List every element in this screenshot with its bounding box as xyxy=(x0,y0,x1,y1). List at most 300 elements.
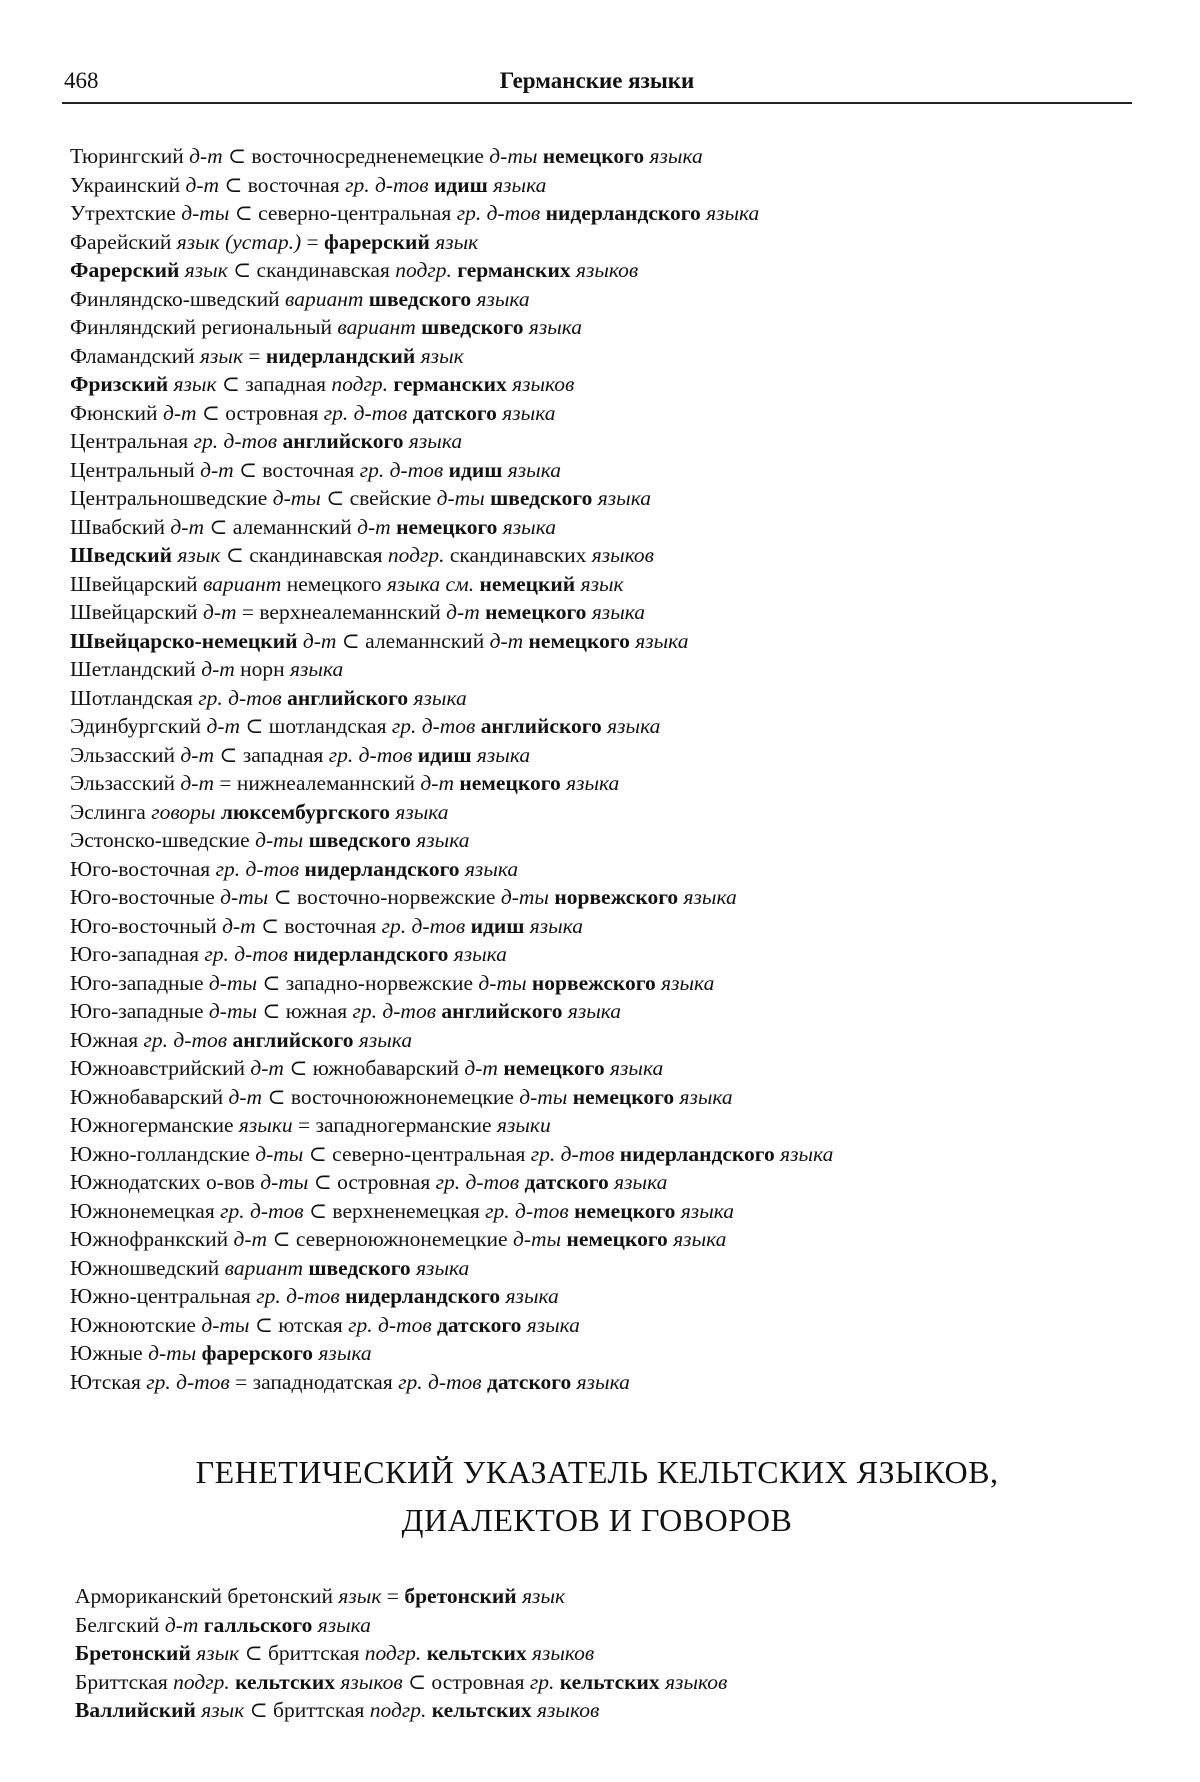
entry-text: язык xyxy=(435,229,479,254)
entry-text: Ютская xyxy=(70,1369,147,1394)
entry-text: ⊂ восточная xyxy=(219,172,346,197)
entry-text: Центральная xyxy=(70,429,194,453)
entry-text: Эдинбургский xyxy=(70,714,207,738)
entry-text: немецкого xyxy=(503,1056,605,1080)
entry-text: языков xyxy=(531,1641,595,1665)
entry-text: кельтских xyxy=(426,1641,527,1665)
entry-text: Эльзасский xyxy=(70,771,181,795)
entry-text: гр. д-тов xyxy=(143,1027,228,1052)
index-entry xyxy=(70,769,1130,798)
index-entry xyxy=(75,1639,1135,1668)
entry-text: языка xyxy=(416,828,470,852)
entry-text: ⊂ восточно-норвежские xyxy=(268,885,501,909)
entry-text: д-т xyxy=(206,714,240,738)
entry-text: вариант xyxy=(285,286,364,311)
entry-text: д-т xyxy=(185,172,220,197)
entry-text: Швабский xyxy=(70,514,171,539)
entry-text: датского xyxy=(487,1369,572,1394)
entry-text: д-ты xyxy=(220,885,269,909)
entry-text: ⊂ скандинавская xyxy=(227,258,396,282)
index-entry xyxy=(70,342,1130,371)
index-entry xyxy=(70,826,1130,855)
index-entry xyxy=(70,1225,1130,1254)
index-entry xyxy=(70,427,1130,456)
entry-text: Южногерманские xyxy=(70,1113,239,1137)
index-entry xyxy=(70,883,1130,912)
entry-text: языка xyxy=(706,201,760,225)
entry-text: язык xyxy=(177,543,221,567)
entry-text: гр. д-тов xyxy=(398,1369,482,1394)
entry-text: д-т xyxy=(228,1084,263,1109)
entry-text: норвежского xyxy=(554,885,679,909)
index-entry xyxy=(70,1083,1130,1112)
index-entry xyxy=(70,912,1130,941)
entry-text: Южнофранкский xyxy=(70,1227,234,1251)
index-entry xyxy=(70,199,1130,228)
entry-text: Юго-западные xyxy=(70,999,209,1023)
index-entry xyxy=(70,712,1130,741)
index-entry xyxy=(70,997,1130,1026)
entry-text: ⊂ южнобаварский xyxy=(283,1056,465,1080)
entry-text: языки xyxy=(496,1113,551,1137)
entry-text: ⊂ скандинавская xyxy=(220,543,388,567)
entry-text: д-т xyxy=(250,1056,284,1080)
entry-text: ⊂ восточноюжнонемецкие xyxy=(262,1084,520,1109)
index-entry xyxy=(70,1311,1130,1340)
index-entry xyxy=(70,969,1130,998)
entry-text: языка xyxy=(453,942,507,966)
entry-text: нидерландского xyxy=(545,201,701,225)
entry-text: языки xyxy=(238,1113,293,1137)
entry-text: Эслинга xyxy=(70,799,152,824)
entry-text: языка xyxy=(597,486,651,510)
entry-text: д-т xyxy=(233,1227,268,1251)
entry-text: Швейцарско-немецкий xyxy=(70,628,298,653)
entry-text: Южноавстрийский xyxy=(70,1056,251,1080)
entry-text: гр. д-тов xyxy=(381,913,466,938)
entry-text: д-ты xyxy=(500,885,549,909)
entry-text: д-т xyxy=(464,1056,498,1080)
entry-text: немецкий xyxy=(479,571,576,596)
entry-text: Фарейский xyxy=(70,229,177,254)
entry-text: языка xyxy=(476,742,531,767)
celtic-index-entries-list xyxy=(75,1582,1135,1725)
entry-text: вариант xyxy=(224,1255,304,1280)
entry-text: гр. д-тов xyxy=(352,999,437,1023)
entry-text: датского xyxy=(437,1312,522,1337)
entry-text: языка xyxy=(635,628,689,653)
entry-text: языка xyxy=(502,400,556,425)
entry-text: английского xyxy=(480,714,602,738)
entry-text: = xyxy=(381,1584,405,1608)
entry-text: Юго-восточная xyxy=(70,856,216,881)
index-entry xyxy=(70,228,1130,257)
entry-text: языка xyxy=(416,1255,470,1280)
index-entry xyxy=(70,598,1130,627)
index-entries-list xyxy=(70,142,1130,1396)
entry-text: нидерландского xyxy=(304,856,460,881)
entry-text: языков xyxy=(665,1669,728,1694)
entry-text: Южная xyxy=(70,1027,144,1052)
entry-text: английского xyxy=(282,429,404,453)
entry-text: шведского xyxy=(308,1255,411,1280)
index-entry xyxy=(70,142,1130,171)
index-entry xyxy=(75,1611,1135,1640)
entry-text: Шведский xyxy=(70,543,173,567)
entry-text: гр. д-тов xyxy=(204,942,288,966)
entry-text: д-т xyxy=(222,913,256,938)
entry-text: нидерландского xyxy=(293,942,449,966)
entry-text: гр. д-тов xyxy=(456,201,541,225)
entry-text: гр. д-тов xyxy=(193,429,278,453)
entry-text: шведского xyxy=(490,486,593,510)
entry-text: Финляндско-шведский xyxy=(70,286,286,311)
entry-text: Южно-голландские xyxy=(70,1141,256,1166)
entry-text: д-ты xyxy=(478,970,527,995)
index-entry xyxy=(70,1368,1130,1397)
entry-text: Фарерский xyxy=(70,258,180,282)
entry-text: Тюрингский xyxy=(70,144,190,168)
entry-text: д-т xyxy=(420,771,454,795)
entry-text: д-ты xyxy=(489,144,538,168)
entry-text: подгр. xyxy=(364,1641,422,1665)
entry-text: Эстонско-шведские xyxy=(70,828,256,852)
entry-text: нидерландского xyxy=(345,1284,501,1308)
index-entry xyxy=(70,1282,1130,1311)
entry-text: д-т xyxy=(170,514,204,539)
entry-text: язык xyxy=(338,1584,382,1608)
entry-text: д-ты xyxy=(512,1227,562,1251)
page-number: 468 xyxy=(64,68,99,93)
entry-text: д-ты xyxy=(148,1341,197,1365)
entry-text: языков xyxy=(591,543,655,567)
index-entry xyxy=(70,1339,1130,1368)
entry-text: языка xyxy=(576,1369,630,1394)
index-entry xyxy=(70,456,1130,485)
entry-text: = верхнеалеманнский xyxy=(236,600,447,624)
entry-text: язык xyxy=(196,1641,240,1665)
entry-text: немецкого xyxy=(485,600,587,624)
entry-text: ⊂ островная xyxy=(402,1669,530,1694)
index-entry xyxy=(70,171,1130,200)
entry-text: немецкого xyxy=(459,771,561,795)
entry-text: гр. д-тов xyxy=(146,1369,230,1394)
entry-text: = xyxy=(243,343,266,368)
index-entry xyxy=(70,484,1130,513)
entry-text: идиш xyxy=(417,742,472,767)
entry-text: гр. xyxy=(529,1669,555,1694)
index-entry xyxy=(70,313,1130,342)
entry-text: датского xyxy=(524,1170,609,1194)
entry-text: языка xyxy=(661,970,715,995)
entry-text: языков xyxy=(512,372,575,396)
entry-text: датского xyxy=(412,400,497,425)
entry-text: гр. д-тов xyxy=(323,400,408,425)
entry-text: английского xyxy=(287,685,409,710)
entry-text: фарерский xyxy=(324,229,430,254)
entry-text: языка xyxy=(507,457,562,482)
entry-text: Юго-западные xyxy=(70,970,209,995)
entry-text: язык xyxy=(580,571,624,596)
entry-text: фарерского xyxy=(201,1341,314,1365)
running-title: Германские языки xyxy=(499,68,695,93)
entry-text: языка xyxy=(607,714,661,738)
entry-text: идиш xyxy=(470,913,525,938)
entry-text: д-т xyxy=(200,457,234,482)
entry-text: = западнодатская xyxy=(229,1369,399,1394)
section-heading-line: ДИАЛЕКТОВ И ГОВОРОВ xyxy=(401,1502,793,1538)
index-entry xyxy=(75,1668,1135,1697)
entry-text: немецкого xyxy=(528,628,630,653)
entry-text: д-т xyxy=(180,771,214,795)
section-heading xyxy=(62,1448,1132,1544)
entry-text: гр. д-тов xyxy=(256,1284,340,1308)
index-entry xyxy=(70,627,1130,656)
index-entry xyxy=(70,1111,1130,1140)
entry-text: языков xyxy=(575,258,639,282)
entry-text: языка xyxy=(780,1141,834,1166)
entry-text: языка xyxy=(505,1284,559,1308)
entry-text: немецкого xyxy=(396,514,498,539)
entry-text: = западногерманские xyxy=(292,1113,497,1137)
entry-text: Валлийский xyxy=(75,1698,196,1722)
entry-text: немецкого xyxy=(572,1084,675,1109)
entry-text: подгр. xyxy=(395,258,452,282)
entry-text: ⊂ северно-центральная xyxy=(303,1141,531,1166)
entry-text: гр. д-тов xyxy=(220,1198,304,1223)
entry-text: языка xyxy=(464,856,519,881)
entry-text: норн xyxy=(234,657,291,681)
entry-text: ⊂ южная xyxy=(257,999,353,1023)
entry-text: Юго-восточные xyxy=(70,885,221,909)
entry-text: Южнодатских о-вов xyxy=(70,1170,261,1194)
entry-text: Финляндский региональный xyxy=(70,315,338,339)
entry-text: ⊂ свейские xyxy=(320,486,437,510)
entry-text: Белгский xyxy=(75,1612,165,1637)
index-entry xyxy=(70,1026,1130,1055)
entry-text: гр. д-тов xyxy=(435,1170,520,1194)
entry-text: Эльзасский xyxy=(70,742,181,767)
entry-text: идиш xyxy=(433,172,488,197)
index-entry xyxy=(70,684,1130,713)
entry-text: языка xyxy=(566,771,620,795)
entry-text: норвежского xyxy=(531,970,656,995)
entry-text: гр. д-тов xyxy=(348,1312,432,1337)
entry-text: ⊂ восточная xyxy=(233,457,360,482)
entry-text: нидерландский xyxy=(265,343,416,368)
entry-text: языка xyxy=(413,685,467,710)
entry-text: Швейцарский xyxy=(70,600,203,624)
index-entry xyxy=(70,370,1130,399)
entry-text: языка xyxy=(673,1227,727,1251)
entry-text: языка xyxy=(529,913,583,938)
index-entry xyxy=(70,1140,1130,1169)
entry-text: гр. д-тов xyxy=(328,742,413,767)
entry-text: бретонский xyxy=(404,1584,517,1608)
entry-text: гр. д-тов xyxy=(359,457,444,482)
index-entry xyxy=(70,855,1130,884)
entry-text: языка xyxy=(683,885,737,909)
index-entry xyxy=(70,655,1130,684)
entry-text: д-т xyxy=(162,400,197,425)
entry-text: ⊂ островная xyxy=(196,400,324,425)
entry-text: ⊂ бриттская xyxy=(239,1641,365,1665)
index-entry xyxy=(70,399,1130,428)
entry-text: д-ты xyxy=(260,1170,309,1194)
entry-text: д-ты xyxy=(208,970,258,995)
entry-text: д-т xyxy=(302,628,337,653)
entry-text: Центральношведские xyxy=(70,486,273,510)
entry-text: языка xyxy=(317,1612,371,1637)
index-entry xyxy=(70,1168,1130,1197)
entry-text: ⊂ шотландская xyxy=(240,714,392,738)
entry-text: языка xyxy=(567,999,622,1023)
entry-text: язык xyxy=(420,343,464,368)
entry-text: Фламандский xyxy=(70,343,201,368)
entry-text: Шетландский xyxy=(70,657,202,681)
entry-text: Швейцарский xyxy=(70,571,203,596)
entry-text: ⊂ западная xyxy=(216,372,332,396)
entry-text: Шотландская xyxy=(70,685,199,710)
entry-text: д-т xyxy=(180,742,214,767)
entry-text: языка xyxy=(493,172,547,197)
entry-text: гр. д-тов xyxy=(391,714,476,738)
entry-text: языка xyxy=(679,1084,733,1109)
entry-text: языка xyxy=(610,1056,664,1080)
entry-text: языка xyxy=(680,1198,735,1223)
entry-text: гр. д-тов xyxy=(485,1198,569,1223)
entry-text: германских xyxy=(393,372,507,396)
entry-text: д-т xyxy=(446,600,480,624)
entry-text: Утрехтские xyxy=(70,201,182,225)
entry-text: д-ты xyxy=(519,1084,568,1109)
page-header xyxy=(62,62,1132,102)
entry-text: люксембургского xyxy=(220,799,390,824)
entry-text: Южношведский xyxy=(70,1255,225,1280)
index-entry xyxy=(70,798,1130,827)
index-entry xyxy=(70,741,1130,770)
entry-text: английского xyxy=(441,999,563,1023)
entry-text: кельтских xyxy=(235,1669,336,1694)
entry-text: д-т xyxy=(189,144,223,168)
entry-text: подгр. xyxy=(173,1669,230,1694)
entry-text: языка см. xyxy=(386,571,475,596)
entry-text: языка xyxy=(591,600,646,624)
entry-text: подгр. xyxy=(331,372,388,396)
entry-text: подгр. xyxy=(387,543,445,567)
entry-text: немецкого xyxy=(542,144,645,168)
entry-text: языка xyxy=(528,315,583,339)
entry-text: Южнонемецкая xyxy=(70,1198,221,1223)
entry-text: язык xyxy=(184,258,228,282)
entry-text: д-ты xyxy=(272,486,321,510)
entry-text: языка xyxy=(649,144,703,168)
entry-text: говоры xyxy=(151,799,216,824)
entry-text: Южнобаварский xyxy=(70,1084,229,1109)
entry-text: языка xyxy=(476,286,530,311)
index-entry xyxy=(70,1054,1130,1083)
entry-text: подгр. xyxy=(369,1698,427,1722)
entry-text: ⊂ бриттская xyxy=(244,1698,370,1722)
index-entry xyxy=(70,940,1130,969)
entry-text: Юго-восточный xyxy=(70,913,223,938)
index-entry xyxy=(70,513,1130,542)
entry-text: вариант xyxy=(337,315,416,339)
entry-text: гр. д-тов xyxy=(215,856,300,881)
entry-text: английского xyxy=(232,1027,354,1052)
header-rule xyxy=(62,102,1132,104)
entry-text: язык xyxy=(173,372,217,396)
entry-text: гр. д-тов xyxy=(345,172,429,197)
entry-text: язык xyxy=(201,1698,245,1722)
index-entry xyxy=(70,541,1130,570)
entry-text: д-ты xyxy=(201,1312,250,1337)
entry-text: д-ты xyxy=(255,1141,304,1166)
entry-text: языка xyxy=(526,1312,580,1337)
entry-text: языка xyxy=(614,1170,668,1194)
entry-text: гр. д-тов xyxy=(530,1141,615,1166)
entry-text: Бриттская xyxy=(75,1669,174,1694)
entry-text: гр. д-тов xyxy=(198,685,282,710)
entry-text: язык xyxy=(522,1584,566,1608)
entry-text: Бретонский xyxy=(75,1641,191,1665)
entry-text: немецкого xyxy=(574,1198,676,1223)
entry-text: языка xyxy=(502,514,557,539)
entry-text: немецкого xyxy=(566,1227,668,1251)
entry-text: языка xyxy=(395,799,449,824)
entry-text: языка xyxy=(318,1341,372,1365)
entry-text: ⊂ ютская xyxy=(249,1312,349,1337)
entry-text: д-ты xyxy=(436,486,485,510)
entry-text: д-т xyxy=(164,1612,199,1637)
entry-text: Южно-центральная xyxy=(70,1284,257,1308)
entry-text: язык (устар.) xyxy=(176,229,302,254)
entry-text: языков xyxy=(537,1698,600,1722)
entry-text: кельтских xyxy=(559,1669,660,1694)
entry-text: Центральный xyxy=(70,457,201,482)
index-entry xyxy=(70,1254,1130,1283)
entry-text: языка xyxy=(290,657,344,681)
entry-text: идиш xyxy=(448,457,503,482)
index-entry xyxy=(70,570,1130,599)
entry-text: Южные xyxy=(70,1341,149,1365)
index-entry xyxy=(70,256,1130,285)
index-entry xyxy=(75,1696,1135,1725)
entry-text: нидерландского xyxy=(619,1141,775,1166)
index-entry xyxy=(70,1197,1130,1226)
entry-text: Украинский xyxy=(70,172,186,197)
entry-text: ⊂ северно-центральная xyxy=(229,201,457,225)
entry-text: Южноютские xyxy=(70,1312,202,1337)
index-entry xyxy=(70,285,1130,314)
entry-text: Юго-западная xyxy=(70,942,205,966)
entry-text: ⊂ западно-норвежские xyxy=(257,970,479,995)
entry-text: ⊂ западная xyxy=(213,742,329,767)
entry-text: д-т xyxy=(489,628,524,653)
index-entry xyxy=(75,1582,1135,1611)
entry-text: д-т xyxy=(202,600,237,624)
entry-text: ⊂ верхненемецкая xyxy=(303,1198,486,1223)
entry-text: д-ты xyxy=(255,828,304,852)
entry-text: шведского xyxy=(421,315,524,339)
entry-text: д-ты xyxy=(208,999,258,1023)
entry-text: ⊂ алеманнский xyxy=(336,628,490,653)
entry-text: языков xyxy=(340,1669,403,1694)
entry-text: скандинавских xyxy=(444,543,592,567)
entry-text: вариант xyxy=(202,571,282,596)
entry-text: д-ты xyxy=(181,201,230,225)
entry-text: немецкого xyxy=(281,571,387,596)
